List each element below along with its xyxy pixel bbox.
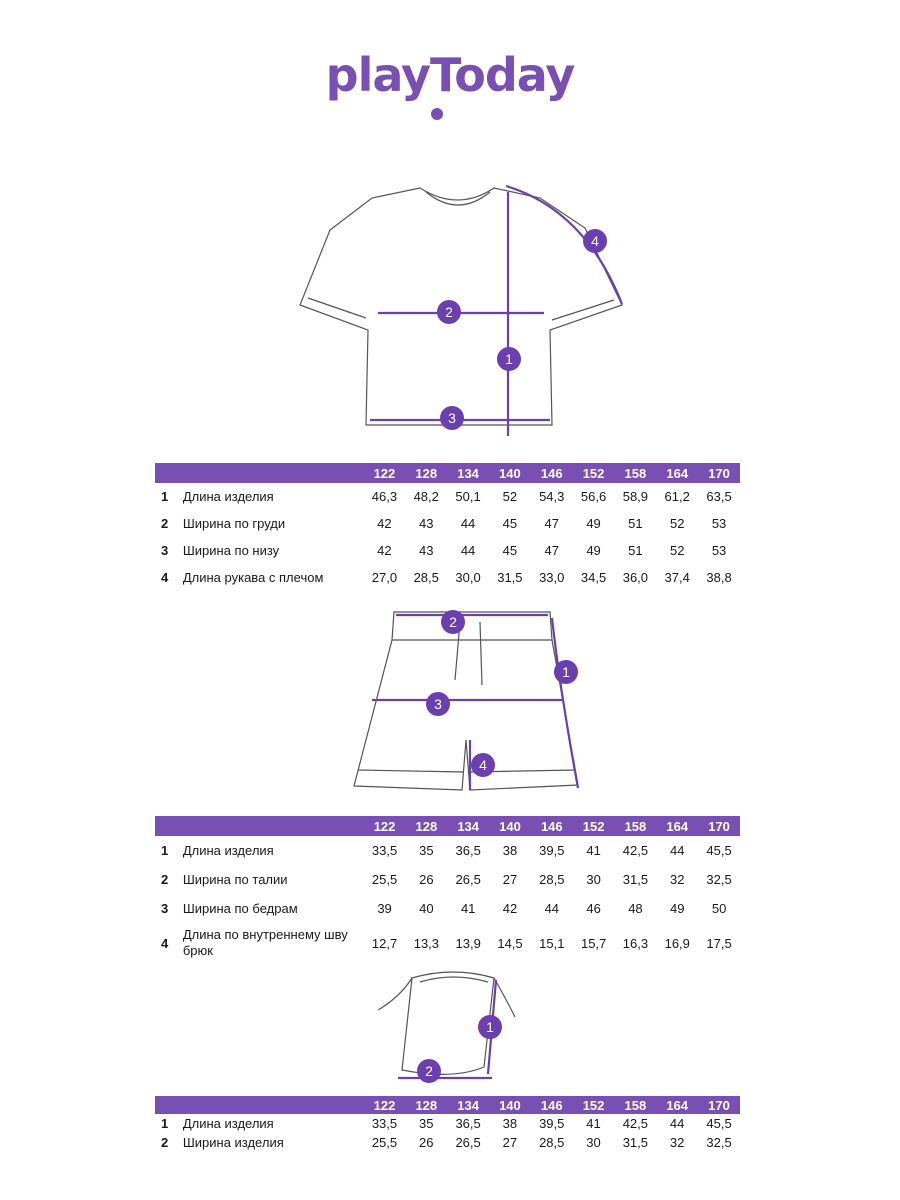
cell: 35 xyxy=(419,1116,434,1131)
cell: 39 xyxy=(377,901,392,916)
size-col: 152 xyxy=(573,463,615,483)
row-label: Длина изделия xyxy=(182,1115,274,1131)
cell: 45 xyxy=(502,543,518,558)
row-number: 2 xyxy=(161,1135,169,1150)
cell: 42 xyxy=(377,516,392,531)
tshirt-markers xyxy=(437,229,607,430)
size-col: 140 xyxy=(489,1096,531,1114)
table-row xyxy=(155,510,740,537)
cell: 31,5 xyxy=(497,570,523,585)
row-number: 4 xyxy=(161,570,169,585)
row-label: Ширина по бедрам xyxy=(182,900,298,916)
cell: 32 xyxy=(669,1135,685,1150)
cell: 51 xyxy=(628,543,643,558)
cell: 17,5 xyxy=(706,935,732,951)
cell: 28,5 xyxy=(539,1135,565,1150)
cell: 30 xyxy=(586,1135,601,1150)
cell: 45,5 xyxy=(706,843,732,858)
size-col: 158 xyxy=(614,1096,656,1114)
table-row xyxy=(155,894,740,923)
cell: 54,3 xyxy=(539,489,565,504)
bag-drawing xyxy=(0,962,900,1092)
cell: 26 xyxy=(419,872,434,887)
cell: 35 xyxy=(419,843,434,858)
cell: 53 xyxy=(711,543,727,558)
cell: 14,5 xyxy=(497,935,523,951)
row-number: 3 xyxy=(161,901,169,916)
marker-2: 2 xyxy=(449,614,457,630)
marker-1: 1 xyxy=(505,351,513,367)
cell: 31,5 xyxy=(622,872,649,887)
row-number: 2 xyxy=(161,872,169,887)
cell: 49 xyxy=(586,516,601,531)
cell: 32,5 xyxy=(706,1135,732,1150)
cell: 42 xyxy=(502,901,518,916)
marker-1: 1 xyxy=(562,664,570,680)
cell: 41 xyxy=(586,843,601,858)
cell: 63,5 xyxy=(706,489,732,504)
table-row xyxy=(155,483,740,510)
size-header-row xyxy=(155,1096,740,1114)
row-number: 3 xyxy=(161,543,169,558)
cell: 44 xyxy=(460,516,476,531)
cell: 42,5 xyxy=(622,1116,648,1131)
size-col: 170 xyxy=(698,816,740,836)
cell: 28,5 xyxy=(539,872,565,887)
cell: 30,0 xyxy=(455,570,481,585)
cell: 15,1 xyxy=(539,935,565,951)
cell: 46,3 xyxy=(371,489,398,504)
cell: 30 xyxy=(586,872,601,887)
table-row xyxy=(155,865,740,894)
cell: 49 xyxy=(586,543,601,558)
marker-2: 2 xyxy=(445,304,453,320)
table-row xyxy=(155,537,740,564)
size-col: 122 xyxy=(364,1096,406,1114)
cell: 15,7 xyxy=(580,935,607,951)
size-col: 164 xyxy=(656,463,698,483)
cell: 41 xyxy=(586,1116,601,1131)
cell: 44 xyxy=(669,1116,685,1131)
cell: 47 xyxy=(544,516,559,531)
size-col: 170 xyxy=(698,1096,740,1114)
cell: 47 xyxy=(544,543,559,558)
cell: 53 xyxy=(711,516,727,531)
shorts-size-table xyxy=(155,816,740,963)
cell: 48,2 xyxy=(413,489,439,504)
size-col: 140 xyxy=(489,463,531,483)
cell: 25,5 xyxy=(371,1135,398,1150)
row-label: Длина изделия xyxy=(182,488,274,504)
cell: 44 xyxy=(670,843,685,858)
size-col: 146 xyxy=(531,816,573,836)
marker-4: 4 xyxy=(591,233,599,249)
cell: 16,3 xyxy=(622,935,649,951)
cell: 13,3 xyxy=(413,935,440,951)
cell: 26,5 xyxy=(455,872,481,887)
cell: 50,1 xyxy=(455,489,481,504)
cell: 36,0 xyxy=(622,570,649,585)
cell: 44 xyxy=(544,901,560,916)
cell: 42 xyxy=(377,543,392,558)
size-col: 152 xyxy=(573,1096,615,1114)
cell: 34,5 xyxy=(580,570,607,585)
size-col: 134 xyxy=(447,1096,489,1114)
row-label: Длина рукава с плечом xyxy=(182,569,324,585)
marker-4: 4 xyxy=(479,757,487,773)
row-label: Ширина по низу xyxy=(182,542,280,558)
cell: 44 xyxy=(460,543,476,558)
cell: 28,5 xyxy=(413,570,439,585)
size-col: 128 xyxy=(405,463,447,483)
size-col: 164 xyxy=(656,816,698,836)
row-number: 4 xyxy=(161,935,169,951)
tshirt-size-table xyxy=(155,463,740,591)
cell: 61,2 xyxy=(664,489,690,504)
size-col: 128 xyxy=(405,816,447,836)
cell: 40 xyxy=(419,901,434,916)
cell: 49 xyxy=(670,901,685,916)
shorts-drawing xyxy=(0,600,900,800)
cell: 52 xyxy=(669,516,685,531)
size-col: 140 xyxy=(489,816,531,836)
table-row xyxy=(155,1114,740,1133)
cell: 36,5 xyxy=(455,1116,481,1131)
bag-size-table xyxy=(155,1096,740,1152)
size-col: 128 xyxy=(405,1096,447,1114)
size-col: 170 xyxy=(698,463,740,483)
cell: 43 xyxy=(419,516,434,531)
cell: 56,6 xyxy=(580,489,607,504)
cell: 39,5 xyxy=(539,1116,565,1131)
cell: 52 xyxy=(502,489,518,504)
size-header-row xyxy=(155,816,740,836)
cell: 38,8 xyxy=(706,570,732,585)
cell: 27 xyxy=(502,872,518,887)
cell: 26,5 xyxy=(455,1135,481,1150)
cell: 32 xyxy=(670,872,685,887)
cell: 58,9 xyxy=(622,489,649,504)
row-number: 1 xyxy=(161,1116,169,1131)
marker-2: 2 xyxy=(425,1063,433,1079)
cell: 13,9 xyxy=(455,935,481,951)
marker-1: 1 xyxy=(486,1019,494,1035)
size-col: 146 xyxy=(531,1096,573,1114)
size-col: 122 xyxy=(364,816,406,836)
size-col: 134 xyxy=(447,816,489,836)
cell: 48 xyxy=(628,901,643,916)
marker-3: 3 xyxy=(434,696,442,712)
cell: 45,5 xyxy=(706,1116,732,1131)
tshirt-drawing xyxy=(0,170,900,450)
cell: 37,4 xyxy=(664,570,690,585)
cell: 33,5 xyxy=(371,843,398,858)
cell: 27,0 xyxy=(371,570,398,585)
table-row xyxy=(155,564,740,591)
row-label: Ширина по талии xyxy=(182,871,288,887)
row-number: 1 xyxy=(161,489,169,504)
row-number: 2 xyxy=(161,516,169,531)
size-col: 146 xyxy=(531,463,573,483)
cell: 52 xyxy=(669,543,685,558)
logo-dot xyxy=(431,108,443,120)
cell: 50 xyxy=(711,901,727,916)
table-row xyxy=(155,836,740,865)
size-col: 158 xyxy=(615,816,657,836)
brand-logo: playToday xyxy=(325,48,575,102)
row-label: Ширина по груди xyxy=(182,515,286,531)
cell: 43 xyxy=(419,543,434,558)
row-label: Длина по внутреннему шву брюк xyxy=(182,927,348,958)
cell: 46 xyxy=(586,901,601,916)
cell: 45 xyxy=(502,516,518,531)
size-header-row xyxy=(155,463,740,483)
cell: 33,5 xyxy=(371,1116,398,1131)
marker-3: 3 xyxy=(448,410,456,426)
cell: 51 xyxy=(628,516,643,531)
row-label: Длина изделия xyxy=(182,842,274,858)
row-label: Ширина изделия xyxy=(182,1134,284,1150)
cell: 32,5 xyxy=(706,872,732,887)
cell: 16,9 xyxy=(664,935,690,951)
cell: 27 xyxy=(502,1135,518,1150)
table-row xyxy=(155,1133,740,1152)
row-number: 1 xyxy=(161,843,169,858)
cell: 26 xyxy=(419,1135,434,1150)
cell: 33,0 xyxy=(539,570,565,585)
size-col: 152 xyxy=(573,816,615,836)
cell: 36,5 xyxy=(455,843,481,858)
cell: 12,7 xyxy=(371,935,398,951)
table-row xyxy=(155,923,740,963)
cell: 41 xyxy=(460,901,476,916)
cell: 25,5 xyxy=(371,872,398,887)
cell: 39,5 xyxy=(539,843,565,858)
size-col: 134 xyxy=(447,463,489,483)
cell: 38 xyxy=(502,1116,518,1131)
size-col: 122 xyxy=(364,463,406,483)
cell: 31,5 xyxy=(622,1135,648,1150)
size-col: 164 xyxy=(656,1096,698,1114)
size-col: 158 xyxy=(614,463,656,483)
shorts-markers xyxy=(426,610,578,777)
cell: 42,5 xyxy=(622,843,649,858)
cell: 38 xyxy=(502,843,518,858)
